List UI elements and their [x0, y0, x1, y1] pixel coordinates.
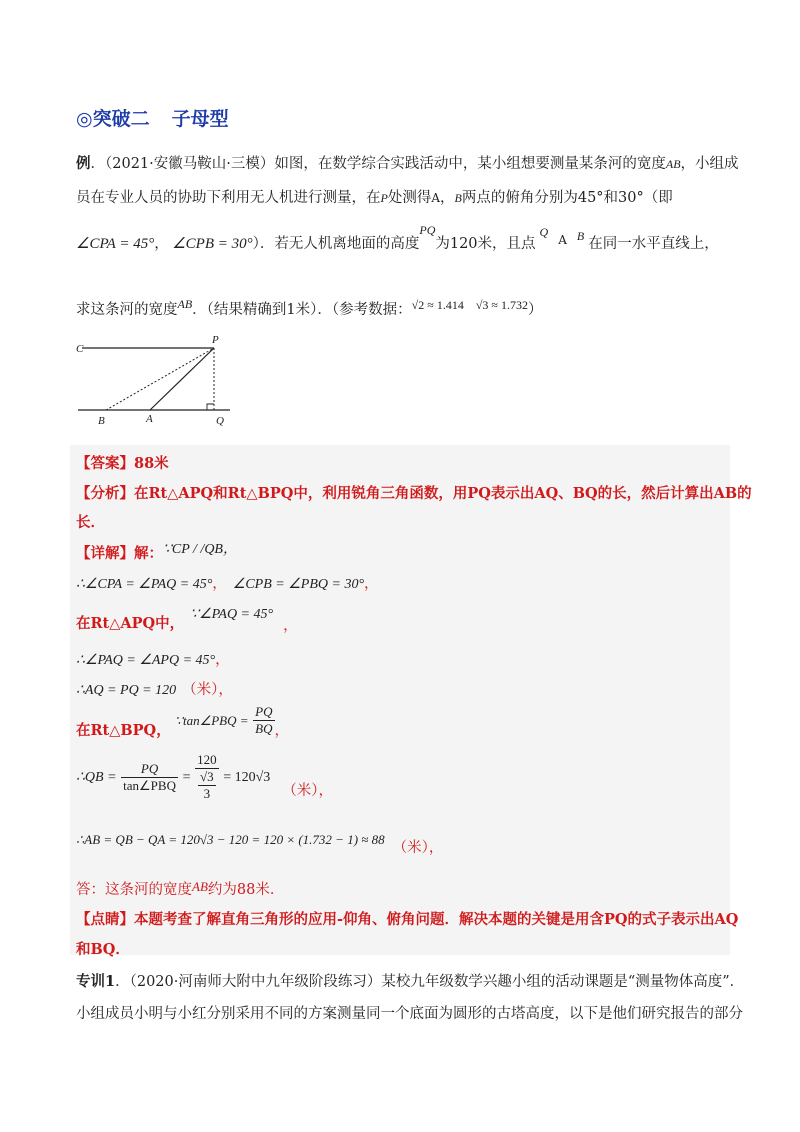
math-sqrt2: √2 ≈ 1.414 [411, 298, 464, 312]
unit: （米） [282, 783, 319, 799]
example-text: 员在专业人员的协助下利用无人机进行测量，在 [76, 190, 381, 206]
frac-num: 120 [197, 752, 217, 767]
punct: ， [215, 652, 230, 668]
comment-text: 本题考查了解直角三角形的应用-仰角、俯角问题．解决本题的关键是用含PQ的式子表示出AQ [134, 911, 739, 928]
punct: ， [274, 722, 289, 739]
frac-den [195, 769, 219, 802]
step-6-label: 在Rt△BPQ， [76, 721, 171, 739]
equals: = [182, 770, 191, 785]
example-text: ， [440, 190, 455, 206]
fraction-sqrt3-3 [198, 769, 216, 802]
fraction-pq-tan [121, 761, 178, 794]
fraction-120-sqrt3 [195, 752, 219, 802]
label-c: C [76, 343, 84, 355]
training-text: ．（2020·河南师大附中九年级阶段练习）某校九年级数学兴趣小组的活动课题是“测量物体高度”． [115, 974, 745, 990]
step-8: ∴AB = QB − QA = 120√3 − 120 = 120 × (1.732 − 1) ≈ 88 [76, 832, 385, 847]
step-5: ∴AQ = PQ = 120 [76, 683, 177, 698]
example-line-4 [76, 298, 543, 319]
fraction-pq-bq [253, 704, 274, 737]
analysis-line-2 [76, 511, 105, 532]
detail-line-7 [76, 752, 333, 818]
answer-text: 88米 [134, 455, 169, 472]
example-text: ， [154, 236, 169, 252]
comment-tag: 【点睛】 [76, 911, 134, 928]
punct: ， [318, 783, 334, 799]
step-3-label: 在Rt△APQ中， [76, 615, 185, 632]
detail-tag: 【详解】 [76, 545, 134, 562]
example-text: ．（2021·安徽马鞍山·三模）如图，在数学综合实践活动中，某小组想要测量某条河的宽度 [90, 156, 666, 172]
detail-line-2 [76, 572, 379, 593]
label-b: B [98, 415, 105, 427]
step-3: ∵∠PAQ = 45° [190, 607, 274, 622]
conclusion-line [76, 878, 284, 899]
frac-num: PQ [121, 761, 178, 778]
example-text: 为120米，且点 [435, 236, 536, 252]
frac-den: tan∠PBQ [123, 777, 176, 793]
label-a: A [146, 413, 153, 425]
punct: ， [218, 682, 233, 698]
example-text: 两点的俯角分别为45°和30°（即 [461, 190, 673, 206]
example-text: ．（结果精确到1米）．（参考数据： [192, 302, 412, 318]
detail-jie: 解： [134, 545, 163, 562]
example-line-1 [76, 152, 739, 173]
detail-line-3 [76, 602, 298, 634]
step-7-pre: ∴QB = [76, 770, 117, 785]
example-text: 在同一水平直线上， [588, 236, 719, 252]
analysis-line-1 [76, 482, 752, 503]
math-angle-cpb: ∠CPB = 30° [172, 236, 253, 252]
geometry-figure [70, 332, 240, 432]
frac-den: BQ [255, 721, 273, 736]
detail-line-1 [76, 542, 237, 563]
example-line-3 [76, 223, 719, 253]
comment-line-2 [76, 938, 130, 959]
punct: ， [428, 840, 444, 856]
example-text: 求这条河的宽度 [76, 302, 178, 318]
math-q: Q [539, 225, 549, 239]
detail-line-6 [76, 704, 289, 748]
punct: ， [283, 618, 298, 634]
step-7-post: = 120√3 [223, 770, 271, 785]
right-angle-mark [207, 404, 214, 410]
step-2-b: ∠CPB = ∠PBQ = 30° [232, 577, 365, 592]
training-text: 小组成员小明与小红分别采用不同的方案测量同一个底面为圆形的古塔高度，以下是他们研究报告的部分 [76, 1006, 743, 1022]
step-6: ∵tan∠PBQ = [174, 712, 249, 728]
math-b: B [454, 191, 462, 205]
example-text: ）．若无人机离地面的高度 [252, 236, 420, 252]
frac-den: 3 [203, 786, 211, 801]
example-text: 处测得 [387, 190, 432, 206]
frac-num: √3 [200, 769, 214, 784]
math-pq: PQ [419, 223, 436, 237]
punct: ， [364, 576, 379, 592]
example-text: ） [528, 302, 543, 318]
training-label: 专训1 [76, 973, 116, 990]
unit: （米） [392, 840, 429, 856]
analysis-tag: 【分析】 [76, 485, 134, 502]
section-title-prefix: ◎突破二 [76, 108, 150, 130]
math-angle-cpa: ∠CPA = 45° [76, 236, 155, 252]
math-ab: AB [665, 157, 681, 171]
analysis-text: 长． [76, 514, 105, 531]
step-1: ∵CP / /QB， [163, 542, 237, 557]
conclusion-text: 答：这条河的宽度 [76, 882, 192, 898]
example-text: ，小组成 [680, 156, 739, 172]
section-title [76, 104, 229, 131]
step-2: ∴∠CPA = ∠PAQ = 45° [76, 577, 213, 592]
comment-line-1 [76, 908, 738, 929]
section-title-name: 子母型 [171, 108, 229, 130]
answer-tag: 【答案】 [76, 455, 134, 472]
math-p: P [380, 191, 388, 205]
math-b: B [576, 229, 585, 243]
example-line-2 [76, 186, 673, 207]
step-4: ∴∠PAQ = ∠APQ = 45° [76, 653, 216, 668]
example-label: 例 [76, 155, 91, 172]
frac-num: PQ [255, 704, 273, 719]
math-a: A [558, 233, 567, 247]
punct: ， [212, 576, 227, 592]
conclusion-text: 约为88米． [207, 882, 285, 898]
comment-text: 和BQ． [76, 941, 130, 958]
detail-line-5 [76, 678, 233, 699]
training-line-1 [76, 970, 744, 991]
detail-line-8 [76, 828, 444, 856]
label-p: P [212, 334, 219, 346]
label-q: Q [216, 415, 224, 427]
math-ab: AB [177, 297, 193, 311]
math-sqrt3: √3 ≈ 1.732 [475, 298, 528, 312]
training-line-2 [76, 1002, 743, 1023]
detail-line-4 [76, 648, 230, 669]
answer-line [76, 452, 169, 473]
unit: （米） [182, 682, 219, 698]
analysis-text: 在Rt△APQ和Rt△BPQ中，利用锐角三角函数，用PQ表示出AQ、BQ的长，然后计算出AB的 [134, 485, 752, 502]
math-ab: AB [192, 879, 208, 894]
math-a: A [431, 191, 441, 205]
